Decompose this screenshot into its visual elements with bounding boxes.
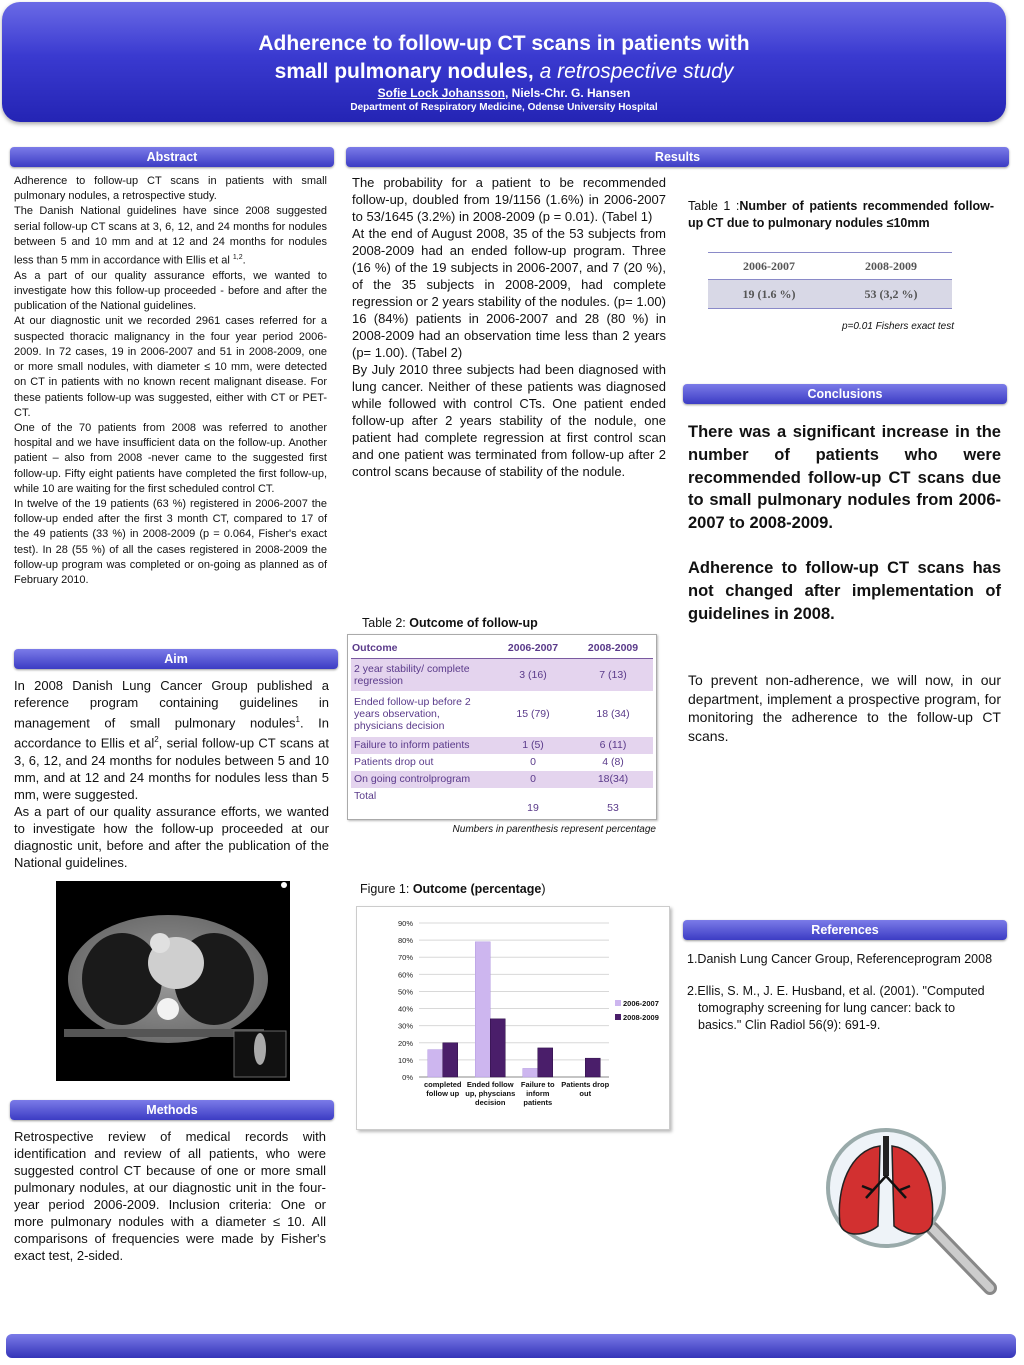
conclusion-p2: Adherence to follow-up CT scans has not changed after implementation of guidelines in 2008. — [688, 558, 1001, 623]
results-heading: Results — [346, 147, 1009, 167]
poster-title-main: small pulmonary nodules, — [274, 60, 534, 83]
co-authors: , Niels-Chr. G. Hansen — [504, 86, 631, 100]
aim-body — [14, 677, 329, 871]
abstract-p3: As a part of our quality assurance efforts, we wanted to investigate how this follow-up proceeded - before and after the publication of the National guidelines. — [14, 269, 327, 313]
results-p4: By July 2010 three subjects had been diagnosed with lung cancer. Neither of these patients was diagnosed while followed with control CTs. One patient ended follow-up after 2 years stability of the nodule, one patient had complete regression at first control scan and one patient was terminated from follow-up after 2 control scans because of stability of the nodule. — [352, 362, 666, 479]
poster-title-line2 — [2, 60, 1006, 84]
table2-caption — [362, 616, 538, 630]
table2-header: Outcome — [351, 638, 493, 659]
reference-item: 1.Danish Lung Cancer Group, Referenceprogram 2008 — [687, 952, 993, 966]
aim-p2: As a part of our quality assurance efforts, we wanted to investigate how the follow-up proceeded at our diagnostic unit, before and after the publication of the National guidelines. — [14, 803, 329, 870]
table2 — [347, 634, 657, 820]
lung-logo-drawing — [822, 1128, 1006, 1300]
poster-title-italic: a retrospective study — [539, 60, 734, 83]
table1-caption-prefix: Table 1 : — [688, 199, 740, 213]
x-category-label: Patients drop out — [561, 1080, 610, 1098]
conclusions-body — [688, 421, 1001, 647]
bar-2008-2009 — [585, 1058, 600, 1077]
y-tick-label: 30% — [397, 1021, 413, 1031]
table2-cell: On going controlprogram — [351, 771, 493, 788]
bar-2008-2009 — [443, 1043, 458, 1077]
ct-scan-image — [56, 881, 290, 1081]
abstract-p2 — [14, 204, 327, 268]
y-tick-label: 0% — [402, 1073, 413, 1082]
y-tick-label: 70% — [397, 953, 413, 963]
y-tick-label: 20% — [397, 1038, 413, 1048]
methods-p1: Retrospective review of medical records with identification and review of all patients, who were suggested control CT because of one or more small pulmonary nodules, at our diagnostic unit in the four-year period 2006-2009. Inclusion criteria: One or more pulmonary nodules with a diameter ≤ 10. All comparisons of frequencies were made by Fisher's exact test, 2-sided. — [14, 1129, 326, 1263]
legend-label: 2008-2009 — [623, 1013, 659, 1022]
bar-2008-2009 — [538, 1048, 553, 1077]
table2-cell: 6 (11) — [573, 737, 653, 754]
table2-cell: Total — [354, 789, 377, 802]
aim-p1-c: , serial follow-up CT scans at 3, 6, 12, and 24 months for nodules between 5 and 10 mm, and at 12 and 24 months for nodules less than 5 mm, were suggested. — [14, 735, 329, 802]
lung-magnifier-logo — [822, 1128, 1006, 1300]
aim-p1 — [14, 677, 329, 803]
table2-cell: 0 — [493, 771, 573, 788]
table1 — [708, 252, 952, 309]
table2-cell: 53 — [607, 801, 619, 814]
x-category-label: Failure to inform patients — [520, 1080, 555, 1107]
figure1-caption-suffix: ) — [541, 882, 546, 896]
table1-note: p=0.01 Fishers exact test — [841, 321, 954, 332]
abstract-body — [14, 174, 327, 588]
aim-p1-b: . In accordance to Ellis et al — [14, 715, 329, 751]
table2-cell: 18(34) — [573, 771, 653, 788]
abstract-p2-end: . — [242, 254, 246, 267]
table2-cell: 18 (34) — [596, 707, 630, 720]
table2-cell: 15 (79) — [516, 707, 550, 720]
abstract-p2-sup: 1,2 — [232, 254, 243, 262]
table2-grid — [351, 638, 653, 816]
poster-title-line1: Adherence to follow-up CT scans in patients with — [258, 32, 750, 55]
table2-cell: Patients drop out — [354, 756, 434, 768]
figure1-caption-prefix: Figure 1: — [360, 882, 413, 896]
results-p3: 16 (84%) patients in 2006-2007 and 28 (80 %) in 2008-2009 had an observation time less than 2 years (p= 1.00). (Tabel 2) — [352, 311, 666, 360]
legend-swatch — [615, 1000, 621, 1006]
table2-cell: 2 year stability/ complete regression — [351, 659, 493, 691]
poster-footer — [6, 1334, 1016, 1358]
references-list — [687, 951, 999, 1049]
figure1-caption — [360, 882, 546, 896]
bar-2006-2007 — [523, 1068, 538, 1077]
table2-cell: 19 — [527, 801, 539, 814]
abstract-heading: Abstract — [10, 147, 334, 167]
table2-cell: Ended follow-up before 2 years observation, physicians decision — [354, 695, 471, 732]
table2-header: 2006-2007 — [493, 638, 573, 659]
conclusion-p1: There was a significant increase in the number of patients who were recommended follow-up CT scans due to small pulmonary nodules from 2006-2007 to 2008-2009. — [688, 423, 1001, 533]
aim-p1-a: In 2008 Danish Lung Cancer Group published a reference program containing guidelines in management of small pulmonary nodules — [14, 678, 329, 731]
table2-header: 2008-2009 — [573, 638, 653, 659]
results-body — [352, 174, 666, 480]
department: Department of Respiratory Medicine, Odense University Hospital — [350, 102, 658, 113]
table2-cell: 7 (13) — [573, 659, 653, 691]
table1-header: 2008-2009 — [830, 253, 952, 280]
bar-2006-2007 — [428, 1050, 443, 1077]
y-tick-label: 10% — [397, 1055, 413, 1065]
first-author: Sofie Lock Johansson — [377, 86, 505, 100]
legend-label: 2006-2007 — [623, 999, 659, 1008]
abstract-p1: Adherence to follow-up CT scans in patients with small pulmonary nodules, a retrospective study. — [14, 175, 327, 203]
y-tick-label: 40% — [397, 1004, 413, 1014]
table1-grid — [708, 252, 952, 309]
table1-cell: 19 (1.6 %) — [708, 280, 830, 309]
figure1-caption-title: Outcome (percentage — [412, 882, 542, 896]
table1-cell: 53 (3,2 %) — [830, 280, 952, 309]
abstract-p2-text: The Danish National guidelines have since 2008 suggested serial follow-up CT scans at 3, 6, 12, and 24 months for nodules between 5 and 10 mm and at 12 and 24 months for nodules less than 5 mm in accordance with Ellis et al — [14, 205, 327, 267]
table2-caption-title: Outcome of follow-up — [409, 616, 538, 630]
authors — [2, 86, 1006, 100]
aim-p1-sup1: 1 — [295, 715, 300, 724]
aim-p1-sup2: 2 — [154, 735, 159, 745]
y-tick-label: 60% — [397, 970, 413, 980]
bar-chart — [357, 907, 669, 1129]
table2-cell: 3 (16) — [493, 659, 573, 691]
ct-scan-drawing — [56, 881, 290, 1081]
references-heading: References — [683, 920, 1007, 940]
table2-caption-prefix: Table 2: — [362, 616, 410, 630]
x-category-label: completed follow up — [423, 1080, 462, 1098]
y-tick-label: 80% — [397, 936, 413, 946]
table2-cell: 1 (5) — [493, 737, 573, 754]
bar-2008-2009 — [490, 1019, 505, 1077]
table1-header: 2006-2007 — [708, 253, 830, 280]
abstract-p6: In twelve of the 19 patients (63 %) registered in 2006-2007 the follow-up ended after the first 3 month CT, compared to 17 of the 49 patients (33 %) in 2008-2009 (p = 0.064, Fisher's exact test). In 28 (55 %) of all the cases registered in 2008-2009 the follow-up program was completed or on-going as planned as of February 2010. — [14, 497, 327, 586]
y-tick-label: 90% — [397, 919, 413, 928]
results-p2: At the end of August 2008, 35 of the 53 subjects from 2008-2009 had an ended follow-up program. Three (16 %) of the 19 subjects in 2006-2007, and 7 (20 %), of the 35 subjects in 2008-2009, had complete regression or 2 years stability of the nodules. (p= 1.00) — [352, 226, 666, 309]
aim-heading: Aim — [14, 649, 338, 669]
y-tick-label: 50% — [397, 987, 413, 997]
methods-body — [14, 1128, 326, 1264]
table2-cell: Failure to inform patients — [351, 737, 493, 754]
conclusions-heading: Conclusions — [683, 384, 1007, 404]
poster-header — [2, 2, 1006, 122]
abstract-p4: At our diagnostic unit we recorded 2961 cases referred for a suspected thoracic malignancy in the four year period 2006-2009. In 72 cases, 19 in 2006-2007 and 51 in 2008-2009, one or more small nodules, with diameter ≤ 10 mm, were detected on CT in patients with no known recent malignant disease. For these patients follow-up was suggested, either with CT or PET-CT. — [14, 315, 327, 419]
bar-2006-2007 — [475, 942, 490, 1077]
table2-cell: 4 (8) — [602, 756, 624, 768]
figure1-frame — [356, 906, 670, 1130]
x-category-label: Ended follow up, physcians decision — [465, 1080, 516, 1107]
abstract-p5: One of the 70 patients from 2008 was referred to another hospital and we have insufficient data on the follow-up. Another patient – also from 2008 -never came to the suggested first follow-up. Fifty eight patients have completed the first follow-up, while 10 are waiting for the first scheduled control CT. — [14, 421, 327, 495]
reference-item: 2.Ellis, S. M., J. E. Husband, et al. (2001). "Computed tomography screening for lung cancer: back to basics." Clin Radiol 56(9): 691-9. — [687, 984, 985, 1032]
results-p1: The probability for a patient to be recommended follow-up, doubled from 19/1156 (1.6%) in 2006-2007 to 53/1645 (3.2%) in 2008-2009 (p = 0.01). (Tabel 1) — [352, 175, 666, 224]
conclusion-p3: To prevent non-adherence, we will now, in our department, implement a prospective program, for monitoring the adherence to the follow-up CT scans. — [688, 672, 1001, 744]
legend-swatch — [615, 1014, 621, 1020]
table2-cell: 0 — [530, 756, 536, 768]
methods-heading: Methods — [10, 1100, 334, 1120]
table1-caption-title: Number of patients recommended follow-up CT due to pulmonary nodules ≤10mm — [688, 199, 994, 230]
table1-caption — [688, 198, 994, 232]
table2-note: Numbers in parenthesis represent percentage — [452, 824, 656, 835]
